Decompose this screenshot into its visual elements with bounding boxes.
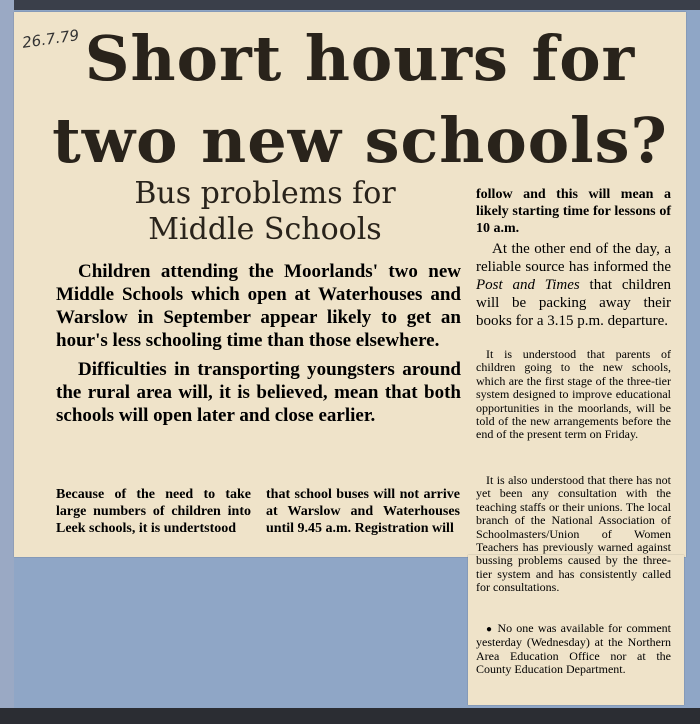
newspaper-name: Post and Times [476, 277, 580, 293]
subheadline-line-2: Middle Schools [148, 212, 382, 247]
right-column-bold-paragraph: follow and this will mean a likely starting time for lessons of 10 a.m. [476, 187, 671, 236]
body-column-1: Because of the need to take large numbers of children into Leek schools, it is undertstood [56, 487, 251, 536]
right-column-small-paragraph-3-text: No one was available for comment yesterday (Wednesday) at the Northern Area Education Office nor at the County Education Department. [476, 621, 672, 677]
lead-paragraph-2: Difficulties in transporting youngsters around the rural area will, it is believed, mean that both schools will open later and close earlier. [56, 359, 461, 426]
headline-line-1: Short hours for [84, 22, 636, 95]
background-left-edge [0, 0, 14, 724]
subheadline [60, 176, 470, 248]
subheadline-line-1: Bus problems for [134, 176, 396, 211]
headline [40, 18, 680, 182]
headline-line-2: two new schools? [52, 104, 668, 177]
lead-paragraphs [56, 260, 461, 427]
background-top-band [0, 0, 700, 10]
right-column-text-after: that children will be packing away their books for a 3.15 p.m. departure. [476, 277, 671, 329]
right-column-small-paragraph-1: It is understood that parents of children going to the new schools, which are the first stage of the three-tier system designed to improve educational opportunities in the moorlands, will be told of the new arrangements before the end of the present term on Friday. [476, 347, 671, 442]
body-column-2: that school buses will not arrive at Warslow and Waterhouses until 9.45 a.m. Registration will [266, 487, 460, 536]
right-column-small-paragraph-3 [476, 622, 671, 677]
right-column-text-before: At the other end of the day, a reliable source has informed the [476, 241, 671, 275]
background-bottom-band [0, 708, 700, 724]
bullet-icon: ● [486, 624, 494, 635]
right-column-small-paragraph-2: It is also understood that there has not yet been any consultation with the teaching staffs or their unions. The local branch of the National Association of Schoolmasters/Union of Women Teachers has previously warned against bussing problems caused by the three-tier system and has consistently called for consultations. [476, 473, 671, 595]
right-column-paragraph [476, 240, 671, 330]
lead-paragraph-1: Children attending the Moorlands' two new Middle Schools which open at Waterhouses and Warslow in September appear likely to get an hour's less schooling time than those elsewhere. [56, 261, 461, 351]
handwritten-date: 26.7.79 [21, 26, 81, 52]
